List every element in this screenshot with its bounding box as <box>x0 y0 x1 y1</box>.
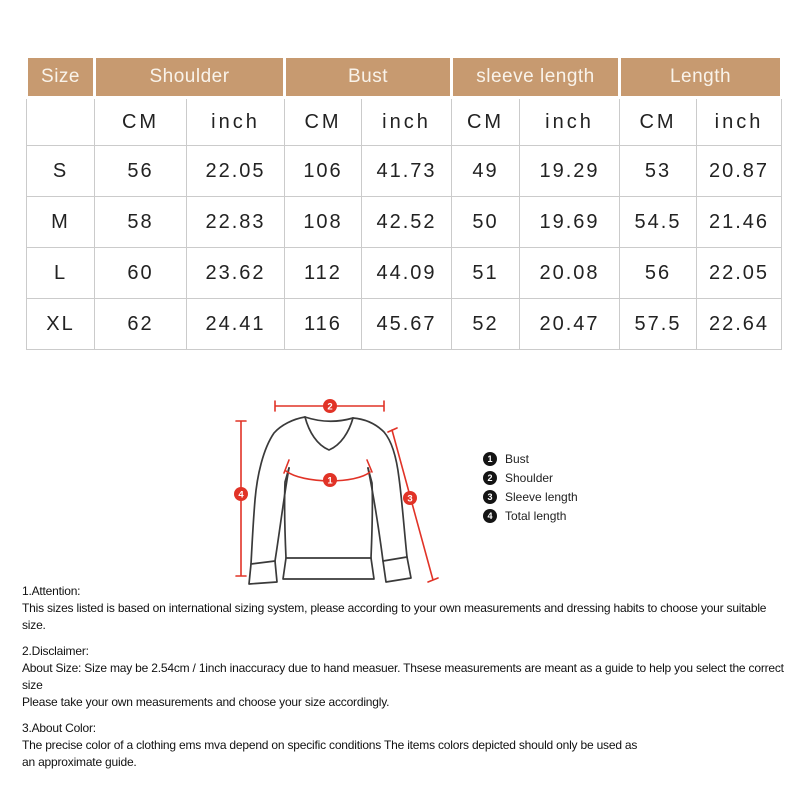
table-row <box>27 197 782 248</box>
attention-section <box>22 583 790 634</box>
value-cell: 19.69 <box>520 197 620 248</box>
table-row <box>27 299 782 350</box>
unit-cell: inch <box>362 98 452 146</box>
notes-block <box>22 583 790 780</box>
value-cell: 22.05 <box>187 146 285 197</box>
legend-number-1-icon: 1 <box>483 452 497 466</box>
value-cell: 20.47 <box>520 299 620 350</box>
disclaimer-section <box>22 643 790 711</box>
sweater-outline <box>249 417 411 584</box>
value-cell: 56 <box>95 146 187 197</box>
legend-item <box>483 452 578 466</box>
value-cell: 41.73 <box>362 146 452 197</box>
table-header-row <box>27 57 782 98</box>
measurement-legend <box>483 452 578 528</box>
value-cell: 22.05 <box>697 248 782 299</box>
marker-2-number: 2 <box>327 401 333 413</box>
value-cell: 24.41 <box>187 299 285 350</box>
value-cell: 54.5 <box>620 197 697 248</box>
legend-item <box>483 471 578 485</box>
unit-cell <box>27 98 95 146</box>
col-header-sleeve-length: sleeve length <box>452 57 620 98</box>
legend-item <box>483 509 578 523</box>
value-cell: 23.62 <box>187 248 285 299</box>
about-color-text-line-2: an approximate guide. <box>22 755 137 769</box>
legend-item <box>483 490 578 504</box>
about-color-title: 3.About Color: <box>22 721 96 735</box>
disclaimer-title: 2.Disclaimer: <box>22 644 89 658</box>
value-cell: 52 <box>452 299 520 350</box>
value-cell: 20.87 <box>697 146 782 197</box>
attention-text: This sizes listed is based on international sizing system, please according to your own measurements and dressing habits to choose your suitable size. <box>22 601 767 632</box>
value-cell: 62 <box>95 299 187 350</box>
value-cell: 60 <box>95 248 187 299</box>
value-cell: 45.67 <box>362 299 452 350</box>
legend-number-3-icon: 3 <box>483 490 497 504</box>
value-cell: 49 <box>452 146 520 197</box>
value-cell: 58 <box>95 197 187 248</box>
size-label: XL <box>27 299 95 350</box>
table-row <box>27 248 782 299</box>
legend-label-bust: Bust <box>505 452 530 466</box>
size-label: L <box>27 248 95 299</box>
size-label: M <box>27 197 95 248</box>
measure-markers <box>234 399 417 505</box>
col-header-bust: Bust <box>285 57 452 98</box>
unit-cell: CM <box>620 98 697 146</box>
unit-cell: inch <box>187 98 285 146</box>
unit-cell: CM <box>285 98 362 146</box>
about-color-section <box>22 720 790 771</box>
value-cell: 22.64 <box>697 299 782 350</box>
col-header-length: Length <box>620 57 782 98</box>
value-cell: 108 <box>285 197 362 248</box>
col-header-size: Size <box>27 57 95 98</box>
attention-title: 1.Attention: <box>22 584 81 598</box>
size-label: S <box>27 146 95 197</box>
value-cell: 20.08 <box>520 248 620 299</box>
legend-label-total-length: Total length <box>505 509 567 523</box>
about-color-text-line-1: The precise color of a clothing ems mva depend on specific conditions The items colors depicted should only be used as <box>22 738 638 752</box>
value-cell: 22.83 <box>187 197 285 248</box>
value-cell: 112 <box>285 248 362 299</box>
value-cell: 44.09 <box>362 248 452 299</box>
unit-cell: inch <box>520 98 620 146</box>
value-cell: 116 <box>285 299 362 350</box>
value-cell: 21.46 <box>697 197 782 248</box>
marker-3-number: 3 <box>407 493 413 505</box>
value-cell: 53 <box>620 146 697 197</box>
legend-label-shoulder: Shoulder <box>505 471 554 485</box>
unit-cell: CM <box>95 98 187 146</box>
unit-cell: inch <box>697 98 782 146</box>
value-cell: 42.52 <box>362 197 452 248</box>
disclaimer-text-line-1: About Size: Size may be 2.54cm / 1inch inaccuracy due to hand measuer. Thsese measurements are meant as a guide to help you select the correct size <box>22 661 784 692</box>
col-header-shoulder: Shoulder <box>95 57 285 98</box>
value-cell: 50 <box>452 197 520 248</box>
marker-4-number: 4 <box>238 489 244 501</box>
sweater-measurement-diagram <box>218 388 478 598</box>
disclaimer-text-line-2: Please take your own measurements and choose your size accordingly. <box>22 695 390 709</box>
legend-label-sleeve-length: Sleeve length <box>505 490 578 504</box>
legend-number-4-icon: 4 <box>483 509 497 523</box>
value-cell: 56 <box>620 248 697 299</box>
unit-cell: CM <box>452 98 520 146</box>
value-cell: 19.29 <box>520 146 620 197</box>
size-table <box>25 55 783 350</box>
value-cell: 106 <box>285 146 362 197</box>
table-row <box>27 146 782 197</box>
marker-1-number: 1 <box>327 475 333 487</box>
value-cell: 57.5 <box>620 299 697 350</box>
value-cell: 51 <box>452 248 520 299</box>
table-units-row <box>27 98 782 146</box>
legend-number-2-icon: 2 <box>483 471 497 485</box>
